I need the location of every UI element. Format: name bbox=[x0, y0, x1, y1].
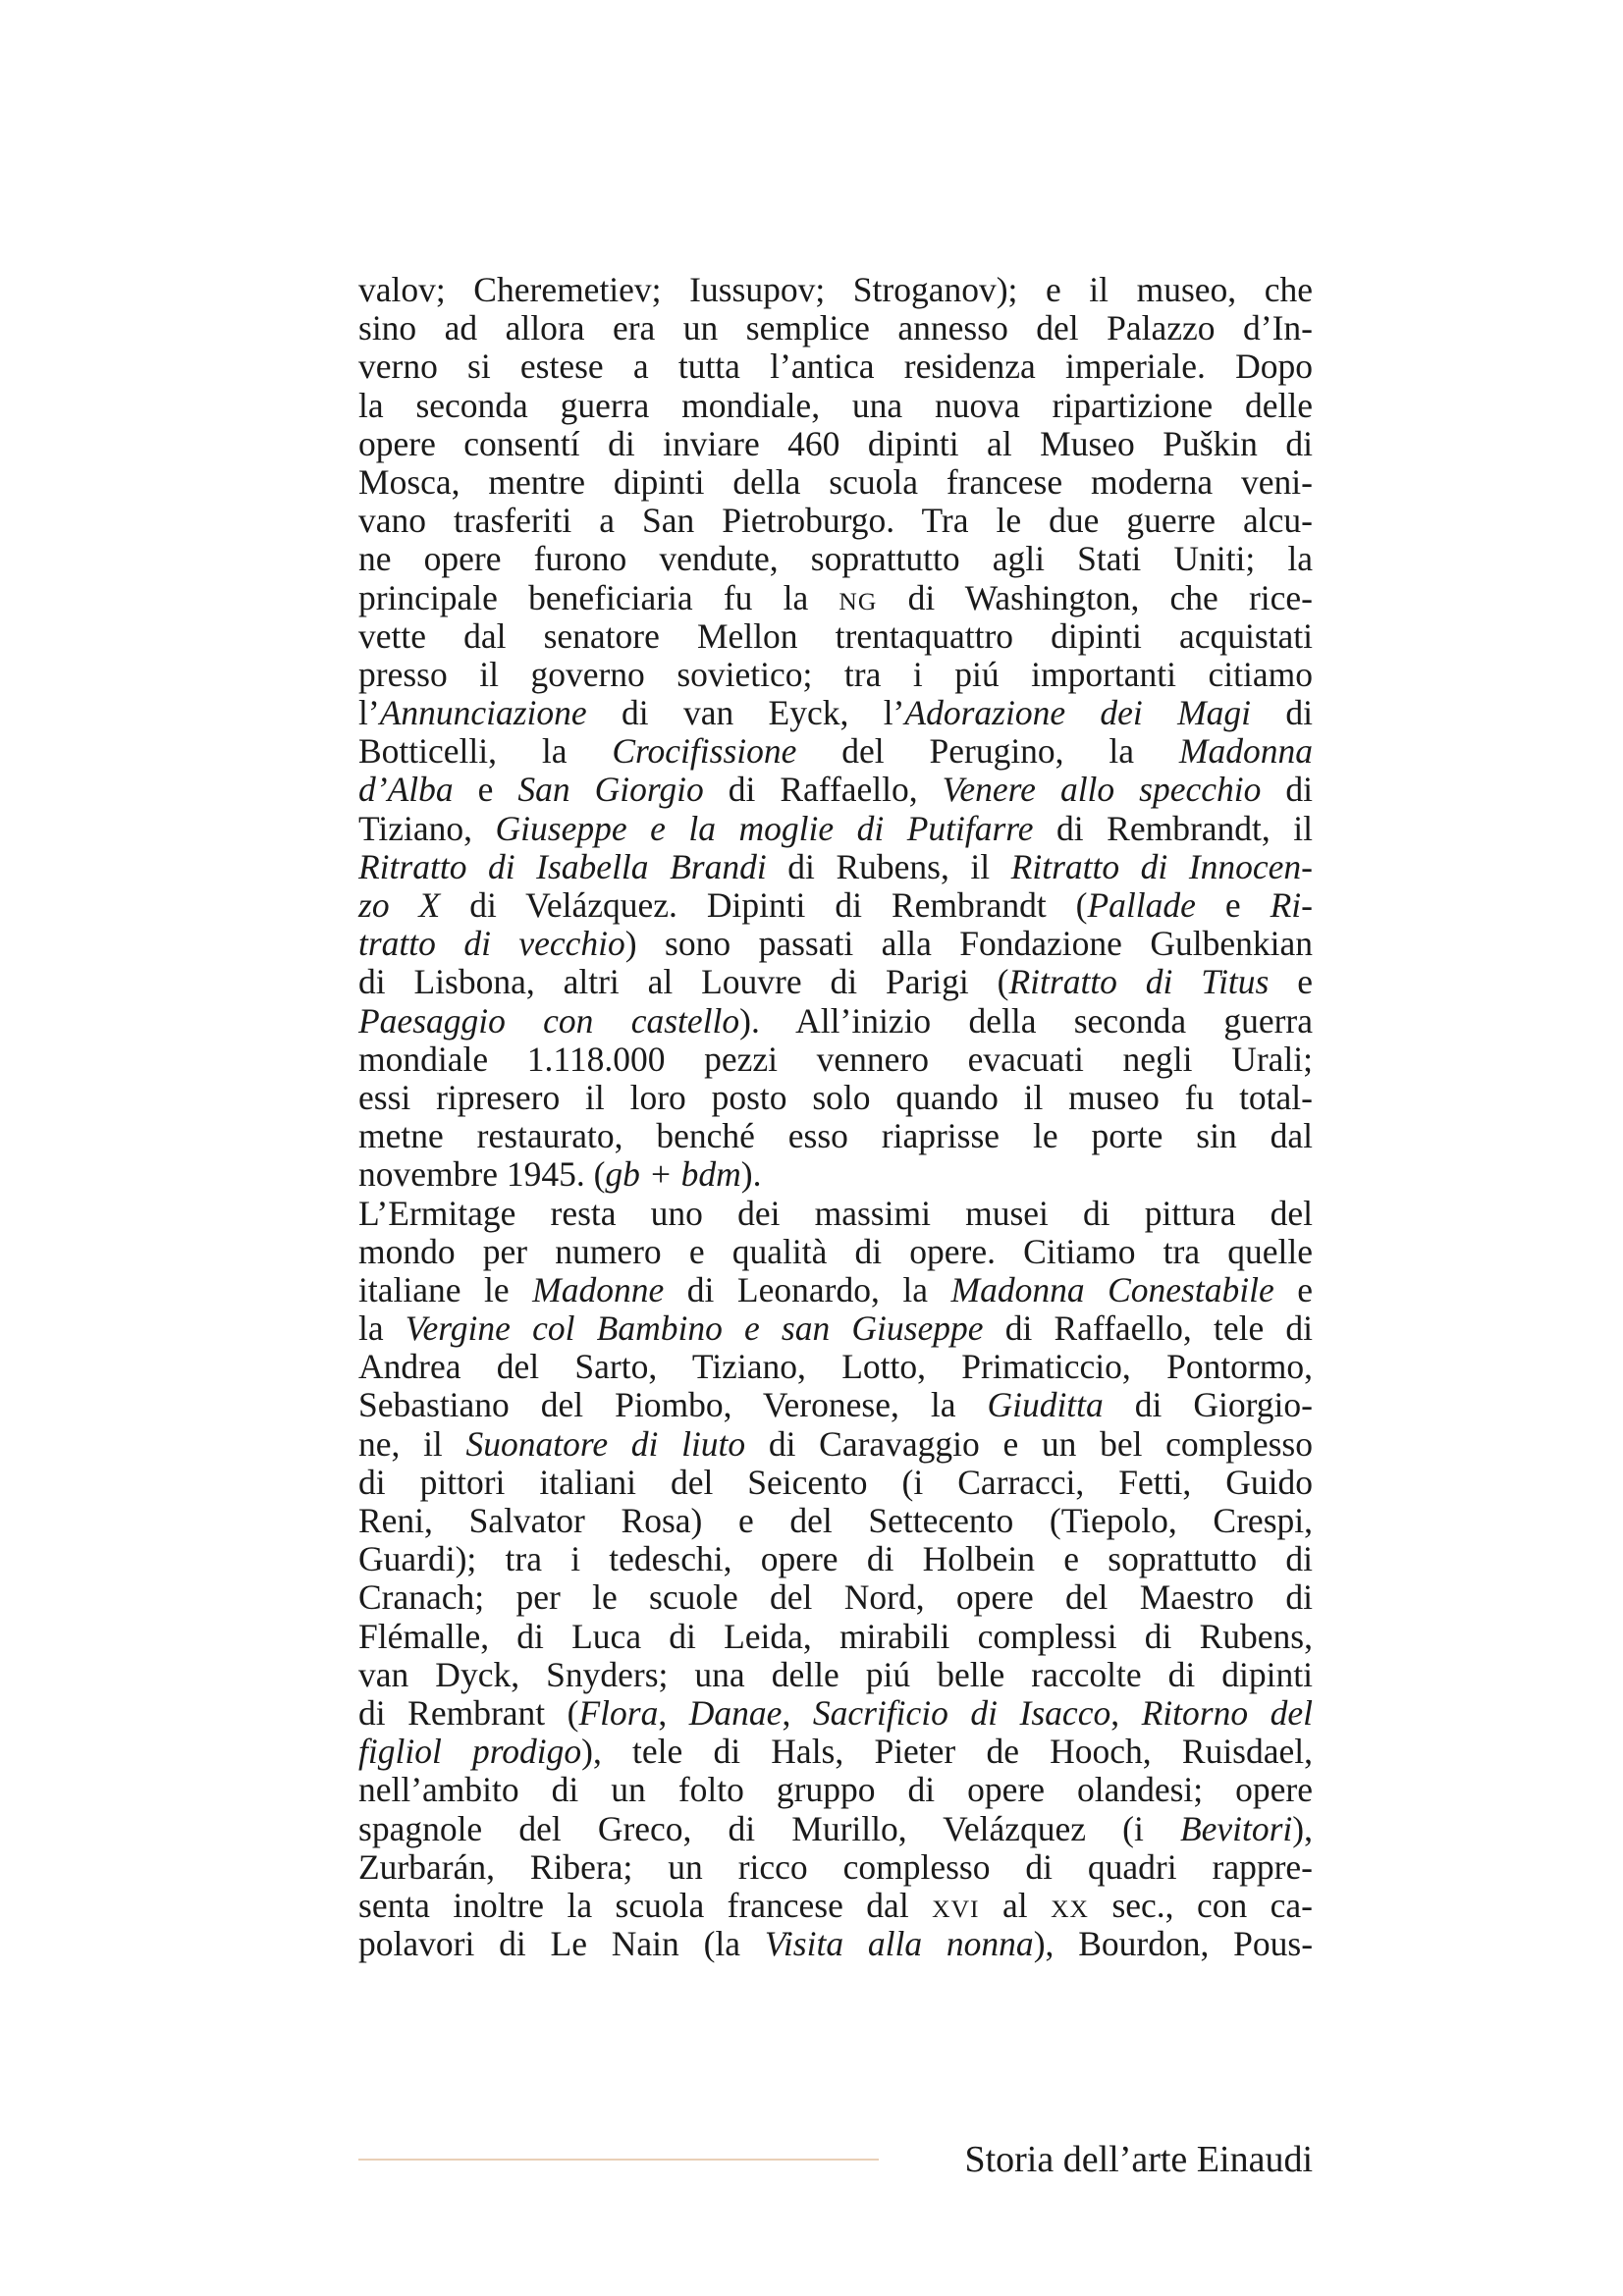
text-line: van Dyck, Snyders; una delle piú belle raccolte di dipinti bbox=[358, 1654, 1313, 1694]
text-line: senta inoltre la scuola francese dal XVI al XX sec., con ca- bbox=[358, 1885, 1313, 1925]
artwork-title: Giuseppe e la moglie di Putifarre bbox=[495, 808, 1034, 848]
artwork-title: Giuditta bbox=[987, 1385, 1104, 1425]
text-line: vette dal senatore Mellon trentaquattro dipinti acquistati bbox=[358, 615, 1313, 656]
text-line: metne restaurato, benché esso riaprisse le porte sin dal bbox=[358, 1116, 1313, 1156]
text-line: Mosca, mentre dipinti della scuola francese moderna veni- bbox=[358, 461, 1313, 502]
artwork-title: Danae bbox=[688, 1692, 783, 1733]
artwork-title: Ritratto di Innocen- bbox=[1010, 846, 1313, 886]
text-line: Reni, Salvator Rosa) e del Settecento (Tiepolo, Crespi, bbox=[358, 1501, 1313, 1540]
artwork-title: Bevitori bbox=[1179, 1808, 1293, 1848]
text-line: la Vergine col Bambino e san Giuseppe di Raffaello, tele di bbox=[358, 1308, 1313, 1349]
text-line: spagnole del Greco, di Murillo, Velázquez (i Bevitori), bbox=[358, 1808, 1313, 1848]
artwork-title: Sacrificio di Isacco bbox=[812, 1692, 1111, 1733]
text-line: Andrea del Sarto, Tiziano, Lotto, Primaticcio, Pontormo, bbox=[358, 1347, 1313, 1387]
text-line: di Rembrant (Flora, Danae, Sacrificio di Isacco, Ritorno del bbox=[358, 1692, 1313, 1733]
text-line: sino ad allora era un semplice annesso del Palazzo d’In- bbox=[358, 308, 1313, 348]
artwork-title: Ritorno del bbox=[1141, 1692, 1313, 1733]
artwork-title: Crocifissione bbox=[612, 731, 797, 772]
artwork-title: Pallade bbox=[1087, 885, 1196, 925]
text-line: figliol prodigo), tele di Hals, Pieter de Hooch, Ruisdael, bbox=[358, 1732, 1313, 1772]
text-line: ne, il Suonatore di liuto di Caravaggio e un bel complesso bbox=[358, 1423, 1314, 1464]
artwork-title: Ritratto di Titus bbox=[1008, 962, 1270, 1002]
text-line: Botticelli, la Crocifissione del Perugino, la Madonna bbox=[358, 731, 1313, 772]
footer-title: Storia dell’arte Einaudi bbox=[964, 2139, 1313, 2180]
text-line: Ritratto di Isabella Brandi di Rubens, il Ritratto di Innocen- bbox=[358, 846, 1313, 886]
artwork-title: Flora bbox=[578, 1692, 659, 1733]
text-line: zo X di Velázquez. Dipinti di Rembrandt (Pallade e Ri- bbox=[358, 885, 1313, 925]
artwork-title: Vergine col Bambino e san Giuseppe bbox=[405, 1308, 984, 1349]
text-line: Flémalle, di Luca di Leida, mirabili complessi di Rubens, bbox=[358, 1616, 1313, 1656]
text-line: polavori di Le Nain (la Visita alla nonna), Bourdon, Pous- bbox=[358, 1924, 1314, 1964]
text-line: mondiale 1.118.000 pezzi vennero evacuati negli Urali; bbox=[358, 1039, 1313, 1079]
text-line: vano trasferiti a San Pietroburgo. Tra le due guerre alcu- bbox=[358, 501, 1313, 541]
text-line: nell’ambito di un folto gruppo di opere olandesi; opere bbox=[358, 1770, 1313, 1810]
text-line: Guardi); tra i tedeschi, opere di Holbein e soprattutto di bbox=[358, 1539, 1313, 1579]
artwork-title: Madonna bbox=[1178, 731, 1313, 772]
text-line: valov; Cheremetiev; Iussupov; Stroganov); e il museo, che bbox=[358, 270, 1313, 309]
text-line: la seconda guerra mondiale, una nuova ripartizione delle bbox=[358, 385, 1313, 425]
text-line: novembre 1945. (gb + bdm). bbox=[358, 1154, 762, 1195]
artwork-title: Paesaggio con castello bbox=[358, 1000, 740, 1041]
artwork-title: Suonatore di liuto bbox=[465, 1423, 746, 1464]
artwork-title: Ri- bbox=[1270, 885, 1313, 925]
text-line: italiane le Madonne di Leonardo, la Madonna Conestabile e bbox=[358, 1269, 1313, 1309]
artwork-title: Ritratto di Isabella Brandi bbox=[358, 846, 767, 886]
artwork-title: Adorazione dei Magi bbox=[904, 693, 1252, 733]
artwork-title: Madonna Conestabile bbox=[950, 1269, 1274, 1309]
artwork-title: Annunciazione bbox=[379, 693, 587, 733]
artwork-title: Visita alla nonna bbox=[764, 1924, 1034, 1964]
artwork-title: tratto di vecchio bbox=[358, 924, 625, 964]
text-line: opere consentí di inviare 460 dipinti al Museo Puškin di bbox=[358, 423, 1313, 463]
text-line: ne opere furono vendute, soprattutto agli Stati Uniti; la bbox=[358, 539, 1313, 579]
text-line: l’Annunciazione di van Eyck, l’Adorazione dei Magi di bbox=[358, 693, 1313, 733]
text-line: mondo per numero e qualità di opere. Citiamo tra quelle bbox=[358, 1231, 1313, 1271]
text-line: L’Ermitage resta uno dei massimi musei di pittura del bbox=[358, 1193, 1313, 1233]
text-line: d’Alba e San Giorgio di Raffaello, Venere allo specchio di bbox=[358, 770, 1313, 810]
text-line: Zurbarán, Ribera; un ricco complesso di quadri rappre- bbox=[358, 1846, 1313, 1887]
text-line: presso il governo sovietico; tra i piú importanti citiamo bbox=[358, 654, 1313, 694]
text-line: verno si estese a tutta l’antica residenza imperiale. Dopo bbox=[358, 347, 1313, 387]
body-text bbox=[358, 271, 1313, 1963]
text-line: di pittori italiani del Seicento (i Carracci, Fetti, Guido bbox=[358, 1462, 1313, 1502]
artwork-title: Madonne bbox=[532, 1269, 665, 1309]
text-line: Paesaggio con castello). All’inizio della seconda guerra bbox=[358, 1000, 1314, 1041]
roman-numeral: XVI bbox=[932, 1894, 980, 1923]
text-line: principale beneficiaria fu la NG di Washington, che rice- bbox=[358, 577, 1313, 617]
artwork-title: d’Alba bbox=[358, 770, 454, 810]
author-initials: gb + bdm bbox=[605, 1154, 741, 1195]
text-line: di Lisbona, altri al Louvre di Parigi (Ritratto di Titus e bbox=[358, 962, 1314, 1002]
text-line: Tiziano, Giuseppe e la moglie di Putifarre di Rembrandt, il bbox=[358, 808, 1313, 848]
artwork-title: zo X bbox=[358, 885, 441, 925]
artwork-title: San Giorgio bbox=[517, 770, 704, 810]
artwork-title: figliol prodigo bbox=[358, 1732, 582, 1772]
text-line: Sebastiano del Piombo, Veronese, la Giuditta di Giorgio- bbox=[358, 1385, 1313, 1425]
text-line: essi ripresero il loro posto solo quando il museo fu total- bbox=[358, 1077, 1313, 1117]
artwork-title: Venere allo specchio bbox=[942, 770, 1262, 810]
footer-divider bbox=[358, 2159, 879, 2161]
text-line: tratto di vecchio) sono passati alla Fondazione Gulbenkian bbox=[358, 924, 1313, 964]
roman-numeral: XX bbox=[1051, 1894, 1090, 1923]
text-line: Cranach; per le scuole del Nord, opere del Maestro di bbox=[358, 1577, 1313, 1618]
abbr-ng: NG bbox=[839, 586, 878, 615]
